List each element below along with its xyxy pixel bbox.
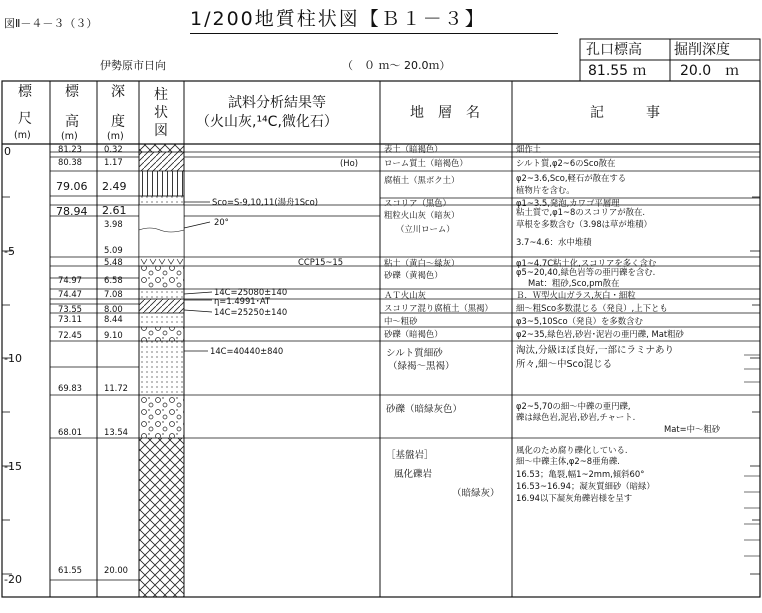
analysis-angle: 20°	[214, 217, 229, 227]
note-line: φ5~20,40,緑色岩等の亜円礫を含む.	[516, 267, 656, 277]
layer-name: ローム質土（暗褐色）	[384, 158, 468, 168]
col-column-h3: 図	[154, 123, 168, 139]
scale-tick-15: -15	[4, 460, 22, 473]
depth-value: 8.44	[104, 314, 123, 324]
layer-name: 砂礫（黄褐色）	[384, 270, 443, 280]
note-line: 3.7~4.6：水中堆積	[516, 237, 592, 247]
layer-name: ［基盤岩］	[386, 450, 434, 461]
col-layer-header: 地 層 名	[410, 105, 480, 121]
analysis-c14-1: 14C=25080±140	[214, 287, 288, 297]
note-line: φ1~4.7C粘土化,スコリアを多く含む	[516, 258, 657, 268]
col-depth-h3: (m)	[107, 131, 124, 142]
col-column-h1: 柱	[154, 87, 168, 103]
layer-name: ＡＴ火山灰	[384, 290, 426, 300]
col-scale-h3: (m)	[14, 130, 31, 141]
analysis-c14-2: 14C=25250±140	[214, 307, 288, 317]
elev-value: 68.01	[58, 427, 82, 437]
note-line: 粘土質で,φ1~8のスコリアが散在.	[516, 207, 646, 217]
analysis-ccp: CCP15~15	[298, 257, 344, 267]
layer-name: 粘土（黄白～緑灰）	[384, 258, 460, 268]
col-depth-h1: 深	[111, 84, 125, 100]
elev-value: 73.55	[58, 304, 82, 314]
elev-value: 81.23	[58, 144, 82, 154]
note-line: 16.94以下凝灰角礫岩様を呈す	[516, 493, 633, 503]
col-elev-h3: (m)	[61, 131, 78, 142]
note-line: 植物片を含む。	[516, 185, 575, 195]
col-analysis-h1: 試料分析結果等	[228, 95, 326, 111]
note-line: 細～中礫主体,φ2~8亜角礫.	[516, 456, 620, 466]
note-line: 草根を多数含む（3.98は草が堆積）	[516, 219, 652, 229]
elev-value: 74.47	[58, 289, 82, 299]
depth-value: 5.09	[104, 245, 123, 255]
layer-name: 砂礫（暗褐色）	[384, 329, 443, 339]
layer-name: スコリア混り腐植土（黒褐）	[384, 303, 493, 313]
depth-value: 13.54	[104, 427, 128, 437]
hole-elevation-label: 孔口標高	[586, 42, 642, 58]
note-line: シルト質,φ2~6のSco散在	[516, 158, 616, 168]
depth-value: 1.17	[104, 157, 123, 167]
elev-value: 78.94	[56, 205, 88, 218]
col-column-h2: 状	[154, 105, 168, 121]
depth-value: 0.32	[104, 144, 123, 154]
note-line: Ｂ．Ｗ型火山ガラス,灰白・細粒	[516, 290, 636, 300]
location-label: 伊勢原市日向	[100, 59, 166, 72]
note-line: 細～粗Sco多数混じる（発良）,上下とも	[516, 303, 668, 313]
depth-range-label: （ ０ ｍ～ 20.0ｍ）	[342, 59, 451, 72]
layer-name: 風化礫岩	[394, 469, 433, 480]
analysis-sco: Sco=S-9,10,11(湯舟1Sco)	[212, 197, 319, 207]
scale-tick-5: -5	[4, 245, 15, 258]
page-title: 1/200地質柱状図【Ｂ１－３】	[190, 8, 486, 30]
col-elev-h1: 標	[65, 84, 79, 100]
analysis-ho: (Ho)	[340, 158, 358, 168]
depth-value: 7.08	[104, 289, 123, 299]
col-elev-h2: 高	[65, 114, 79, 130]
elev-value: 69.83	[58, 383, 82, 393]
note-line: Mat：粗砂,Sco,pm散在	[528, 278, 620, 288]
depth-value: 5.48	[104, 257, 123, 267]
layer-name: シルト質細砂	[386, 348, 443, 359]
depth-value: 2.61	[102, 204, 127, 217]
elev-value: 74.97	[58, 275, 82, 285]
elev-value: 73.11	[58, 314, 82, 324]
depth-value: 8.00	[104, 304, 123, 314]
depth-value: 3.98	[104, 219, 123, 229]
elev-value: 80.38	[58, 157, 82, 167]
note-line: 畑作土	[516, 144, 542, 154]
layer-name: 中～粗砂	[384, 316, 418, 326]
col-depth-h2: 度	[111, 114, 125, 130]
layer-name: 砂礫（暗緑灰色）	[386, 404, 463, 415]
layer-name: 表土（暗褐色）	[384, 144, 443, 154]
layer-name: （暗緑灰）	[452, 488, 500, 499]
layer-name: スコリア（黒色）	[384, 198, 451, 208]
scale-tick-20: -20	[4, 573, 22, 586]
note-line: 16.53~16.94；凝灰質細砂（暗緑）	[516, 481, 655, 491]
depth-value: 6.58	[104, 275, 123, 285]
depth-value: 11.72	[104, 383, 128, 393]
note-line: Mat=中～粗砂	[664, 424, 721, 434]
note-line: φ1~3.5,発泡,カワゴ平層理	[516, 198, 620, 208]
note-line: 淘汰,分級ほぼ良好,一部にラミナあり	[516, 345, 675, 356]
layer-name: （緑褐～黒褐）	[388, 361, 455, 372]
drill-depth-label: 掘削深度	[674, 42, 730, 58]
layer-name: 粗粒火山灰（暗灰）	[384, 210, 460, 220]
elev-value: 61.55	[58, 565, 82, 575]
drill-depth-value: 20.0 ｍ	[680, 63, 740, 79]
depth-value: 9.10	[104, 330, 123, 340]
note-line: 所々,細～中Sco混じる	[516, 359, 613, 370]
layer-name: 腐植土（黒ボク土）	[384, 175, 460, 185]
hole-elevation-value: 81.55 ｍ	[588, 63, 647, 79]
analysis-eta: η=1.4991･AT	[214, 296, 271, 306]
note-line: 風化のため腐り礫化している.	[516, 445, 628, 455]
scale-tick-10: -10	[4, 352, 22, 365]
note-line: 16.53；亀裂,幅1~2mm,傾斜60°	[516, 469, 645, 479]
layer-name: （立川ローム）	[396, 224, 455, 234]
note-line: φ2~35,緑色岩,砂岩･泥岩の亜円礫, Mat粗砂	[516, 329, 684, 339]
analysis-c14-3: 14C=40440±840	[210, 346, 284, 356]
elev-value: 72.45	[58, 330, 82, 340]
note-line: φ3~5,10Sco（発良）を多数含む	[516, 316, 643, 326]
col-scale-h2: 尺	[18, 111, 32, 127]
col-scale-h1: 標	[18, 84, 32, 100]
note-line: φ2~5,70の細～中礫の亜円礫,	[516, 401, 631, 411]
note-line: φ2~3.6,Sco,軽石が散在する	[516, 173, 627, 183]
depth-value: 20.00	[104, 565, 128, 575]
figure-number: 図Ⅱ－４－３（３）	[4, 17, 98, 30]
note-line: 礫は緑色岩,泥岩,砂岩,チャート.	[516, 412, 636, 422]
elev-value: 79.06	[56, 180, 88, 193]
col-analysis-h2: （火山灰,¹⁴C,微化石）	[196, 114, 338, 130]
scale-tick-0: 0	[4, 145, 11, 158]
col-notes-header: 記 事	[590, 105, 660, 121]
depth-value: 2.49	[102, 180, 127, 193]
